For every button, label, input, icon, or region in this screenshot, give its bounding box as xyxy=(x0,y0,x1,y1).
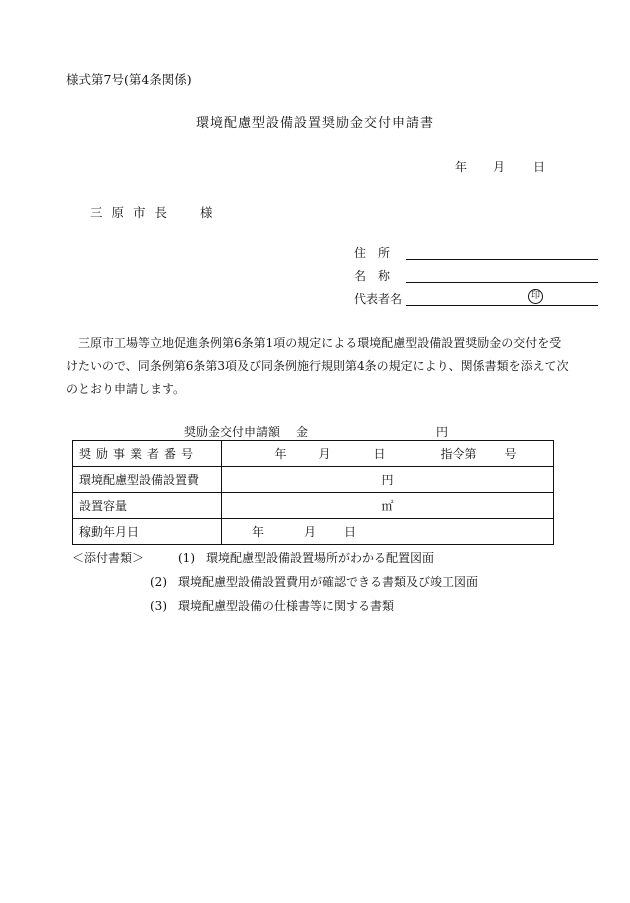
address-field[interactable] xyxy=(406,259,598,260)
amount-line xyxy=(184,423,448,440)
representative-label: 代表者名 xyxy=(354,292,403,306)
attachment-number: (2) xyxy=(150,575,167,589)
operation-date-cell[interactable] xyxy=(222,519,554,545)
amount-label: 奨励金交付申請額 xyxy=(184,425,281,439)
addressee-honorific: 様 xyxy=(200,205,213,220)
attachment-text: 環境配慮型設備の仕様書等に関する書類 xyxy=(178,599,395,613)
attachment-text: 環境配慮型設備設置場所がわかる配置図面 xyxy=(206,551,435,565)
date-line xyxy=(455,158,545,175)
incentive-number-cell[interactable] xyxy=(222,441,554,467)
document-title: 環境配慮型設備設置奨励金交付申請書 xyxy=(195,116,434,131)
attachment-text: 環境配慮型設備設置費用が確認できる書類及び竣工図面 xyxy=(178,575,479,589)
go-label: 号 xyxy=(504,447,517,461)
operation-day-label: 日 xyxy=(344,525,357,539)
body-paragraph: 三原市工場等立地促進条例第6条第1項の規定による環境配慮型設備設置奨励金の交付を受けたいので、同条例第6条第3項及び同条例施行規則第4条の規定により、関係書類を添えて次のとおり申請します。 xyxy=(66,336,569,396)
table-row xyxy=(73,493,554,519)
name-label: 名 称 xyxy=(354,269,391,283)
attachment-number: (3) xyxy=(150,599,167,613)
equipment-cost-cell[interactable] xyxy=(222,467,554,493)
row-label-equipment-cost: 環境配慮型設備設置費 xyxy=(73,467,222,493)
amount-kin: 金 xyxy=(296,425,309,439)
table-row xyxy=(73,519,554,545)
attachments-heading: ＜添付書類＞ xyxy=(72,551,145,565)
attachment-number: (1) xyxy=(178,551,195,565)
representative-field[interactable] xyxy=(406,305,598,306)
incentive-month-label: 月 xyxy=(318,447,331,461)
address-label: 住 所 xyxy=(354,246,391,260)
capacity-unit: ㎡ xyxy=(381,499,394,513)
row-label-capacity: 設置容量 xyxy=(73,493,222,519)
addressee xyxy=(90,203,213,221)
amount-yen: 円 xyxy=(436,425,449,439)
table-row xyxy=(73,467,554,493)
shirei-label: 指令第 xyxy=(440,447,477,461)
row-label-operation-date: 稼動年月日 xyxy=(73,519,222,545)
form-number: 様式第7号(第4条関係) xyxy=(66,72,192,87)
attachment-item xyxy=(72,549,434,566)
incentive-year-label: 年 xyxy=(274,447,287,461)
date-year-label: 年 xyxy=(455,160,468,174)
name-field[interactable] xyxy=(406,282,598,283)
table-row xyxy=(73,441,554,467)
row-label-incentive-number: 奨励事業者番号 xyxy=(73,441,222,467)
capacity-cell[interactable] xyxy=(222,493,554,519)
seal-icon: 印 xyxy=(528,289,543,304)
operation-month-label: 月 xyxy=(304,525,317,539)
equipment-cost-unit: 円 xyxy=(381,473,394,487)
operation-year-label: 年 xyxy=(252,525,265,539)
date-day-label: 日 xyxy=(533,160,546,174)
incentive-day-label: 日 xyxy=(373,447,386,461)
date-month-label: 月 xyxy=(493,160,506,174)
addressee-name: 三原市長 xyxy=(90,205,177,220)
info-table xyxy=(72,440,554,545)
attachment-item xyxy=(150,597,394,614)
attachment-item xyxy=(150,573,478,590)
